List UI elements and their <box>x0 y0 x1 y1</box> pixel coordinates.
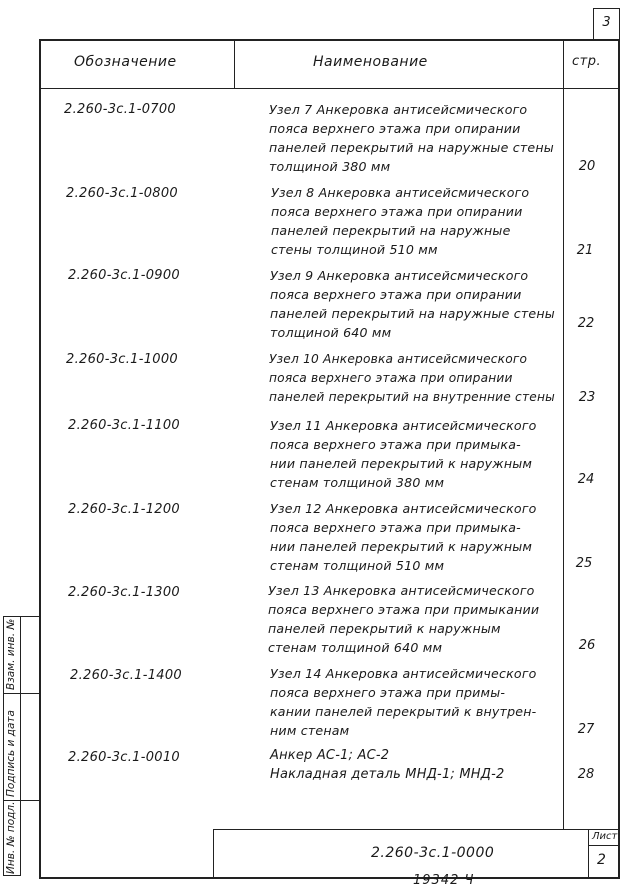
row-name: Узел 10 Анкеровка антисейсмического пояса верхнего этажа при опирании панелей перекрытий на внутренние стены <box>269 352 555 404</box>
stamp-sheet-number: 2 <box>597 852 606 868</box>
row-code: 2.260-3с.1-1300 <box>68 585 181 600</box>
row-name: Анкер АС-1; АС-2 Накладная деталь МНД-1; МНД-2 <box>270 748 505 782</box>
row-page: 26 <box>578 638 596 653</box>
row-page: 24 <box>577 472 595 487</box>
side-label-signature-date: Подпись и дата <box>5 710 17 797</box>
row-code: 2.260-3с.1-0010 <box>68 750 181 765</box>
column-divider-1 <box>234 39 235 89</box>
stamp-sheet-divider <box>588 829 589 879</box>
row-code: 2.260-3с.1-1400 <box>70 668 183 683</box>
stamp-left-line <box>213 829 214 879</box>
row-page: 28 <box>577 767 595 782</box>
row-page: 23 <box>578 390 596 405</box>
column-divider-2 <box>563 39 564 829</box>
stamp-sheet-line <box>588 845 620 846</box>
row-page: 22 <box>577 316 595 331</box>
row-page: 20 <box>578 159 596 174</box>
row-name: Узел 11 Анкеровка антисейсмического пояса верхнего этажа при примыка- нии панелей перекрытий к наружным стенам толщиной 380 мм <box>270 418 537 490</box>
header-designation: Обозначение <box>74 54 177 70</box>
row-code: 2.260-3с.1-0800 <box>66 186 179 201</box>
footer-archive-number: 19342 Ч <box>413 873 475 888</box>
side-label-replaced-inv: Взам. инв. № <box>5 618 17 690</box>
row-code: 2.260-3с.1-1200 <box>68 502 181 517</box>
row-code: 2.260-3с.1-1000 <box>66 352 179 367</box>
row-name: Узел 14 Анкеровка антисейсмического пояса верхнего этажа при примы- кании панелей перекрытий к внутрен- ним стенам <box>270 666 537 738</box>
row-page: 27 <box>577 722 595 737</box>
row-code: 2.260-3с.1-0700 <box>64 102 177 117</box>
row-name: Узел 12 Анкеровка антисейсмического пояса верхнего этажа при примыка- нии панелей перекрытий к наружным стенам толщиной 510 мм <box>270 501 537 573</box>
row-name: Узел 8 Анкеровка антисейсмического пояса верхнего этажа при опирании панелей перекрытий на наружные стены толщиной 510 мм <box>271 185 530 257</box>
row-name: Узел 9 Анкеровка антисейсмического пояса верхнего этажа при опирании панелей перекрытий на наружные стены толщиной 640 мм <box>270 268 555 340</box>
row-name: Узел 7 Анкеровка антисейсмического пояса верхнего этажа при опирании панелей перекрытий на наружные стены толщиной 380 мм <box>269 102 554 174</box>
header-divider <box>39 88 620 89</box>
row-code: 2.260-3с.1-0900 <box>68 268 181 283</box>
stamp-top-line <box>213 829 620 830</box>
row-page: 25 <box>575 556 593 571</box>
sheet-corner-number: 3 <box>593 8 620 39</box>
stamp-document-code: 2.260-3с.1-0000 <box>371 845 495 861</box>
row-name: Узел 13 Анкеровка антисейсмического пояса верхнего этажа при примыкании панелей перекрытий к наружным стенам толщиной 640 мм <box>268 583 540 655</box>
margin-divider <box>3 693 39 694</box>
side-label-inv-no: Инв. № подл. <box>5 801 17 874</box>
stamp-sheet-label: Лист <box>592 831 618 842</box>
row-code: 2.260-3с.1-1100 <box>68 418 181 433</box>
header-page: стр. <box>572 54 602 69</box>
row-page: 21 <box>576 243 594 258</box>
margin-divider <box>3 616 39 617</box>
header-name: Наименование <box>313 54 428 70</box>
